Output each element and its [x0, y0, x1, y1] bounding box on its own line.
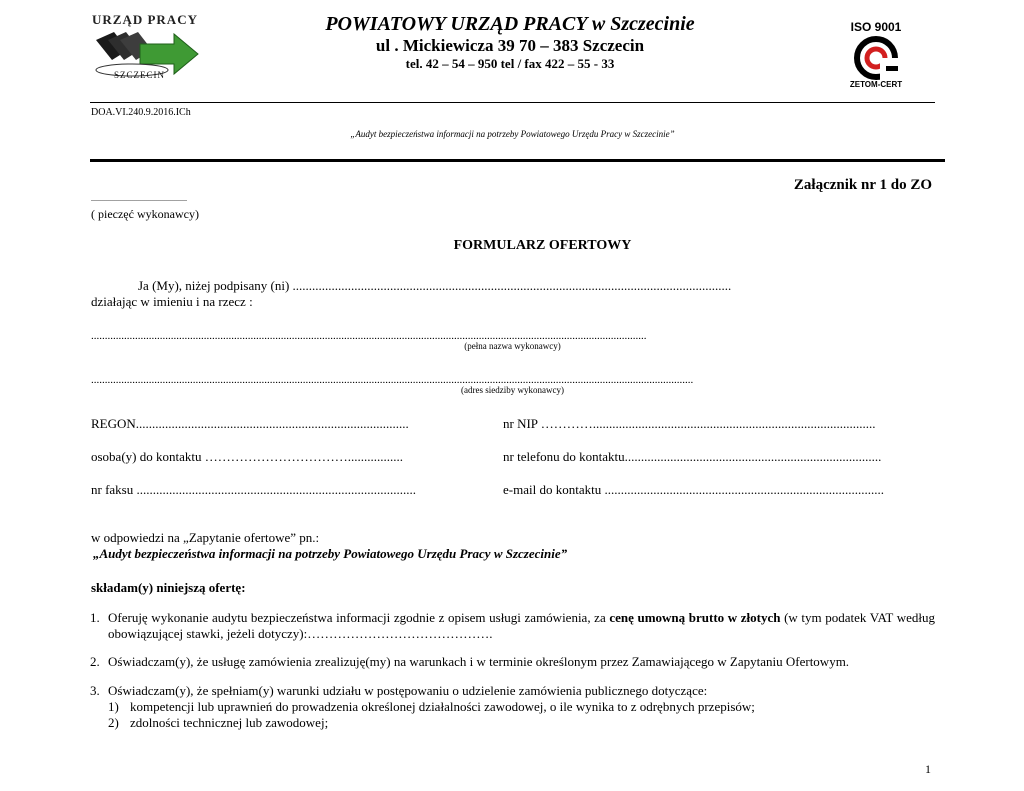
item-text-part: (w tym podatek VAT według obowiązującej stawki, jeżeli dotyczy):…………………………………….	[108, 610, 935, 641]
nip-field: nr NIP ………….......................................................................................	[503, 416, 876, 431]
signer-line: Ja (My), niżej podpisany (ni) .......................................................................................................................................	[138, 278, 732, 293]
contractor-name-dots: ..........................................................................................................................................................................................................	[91, 330, 647, 342]
contractor-address-caption: (adres siedziby wykonawcy)	[461, 385, 564, 395]
contact-person-field: osoba(y) do kontaktu …………………………….................	[91, 449, 403, 464]
sub-list	[108, 699, 935, 731]
response-intro: w odpowiedzi na „Zapytanie ofertowe” pn.:	[91, 530, 320, 545]
form-title: FORMULARZ OFERTOWY	[453, 238, 632, 253]
office-title: POWIATOWY URZĄD PRACY w Szczecinie	[325, 13, 695, 35]
sub-item-number: 1)	[108, 699, 119, 714]
item-text: Oświadczam(y), że usługę zamówienia zrealizuję(my) na warunkach i w terminie określonym przez Zamawiającego w Zapytaniu Ofertowym.	[108, 654, 850, 669]
stamp-dots: ................................................	[91, 194, 187, 203]
office-phone: tel. 42 – 54 – 950 tel / fax 422 – 55 - 33	[405, 56, 615, 71]
contractor-name-caption: (pełna nazwa wykonawcy)	[464, 341, 561, 351]
office-logo	[88, 10, 208, 84]
subject-line: „Audyt bezpieczeństwa informacji na potrzeby Powiatowego Urzędu Pracy w Szczecinie”	[350, 129, 675, 139]
item-number: 3.	[90, 683, 100, 698]
acting-on-behalf-line: działając w imieniu i na rzecz :	[91, 294, 253, 309]
contractor-address-dots: ...........................................................................................................................................................................................................................	[91, 374, 694, 386]
attachment-label: Załącznik nr 1 do ZO	[793, 177, 932, 193]
item-number: 2.	[90, 654, 100, 669]
stamp-label: ( pieczęć wykonawcy)	[91, 207, 199, 221]
phone-field: nr telefonu do kontaktu...............................................................................	[503, 449, 882, 464]
sub-item-text: kompetencji lub uprawnień do prowadzenia określonej działalności zawodowej, o ile wynika to z odrębnych przepisów;	[130, 699, 755, 714]
submit-offer-line: składam(y) niniejszą ofertę:	[91, 580, 246, 595]
reference-number: DOA.VI.240.9.2016.ICh	[91, 107, 191, 118]
header-divider	[90, 102, 935, 103]
iso-cert-label: ZETOM-CERT	[849, 80, 903, 89]
page-number: 1	[925, 762, 931, 776]
sub-item	[108, 715, 935, 731]
logo-bottom-text: SZCZECIN	[114, 70, 166, 80]
item-text	[108, 610, 935, 642]
list-item	[90, 654, 935, 670]
logo-top-text: URZĄD PRACY	[92, 12, 198, 27]
sub-item-number: 2)	[108, 715, 119, 730]
item-text-part: Oferuję wykonanie audytu bezpieczeństwa informacji zgodnie z opisem usługi zamówienia, za	[108, 610, 610, 625]
price-phrase: cenę umowną brutto w złotych	[609, 610, 781, 625]
iso-logo	[836, 20, 916, 94]
fax-field: nr faksu ......................................................................................	[91, 482, 416, 497]
header-thick-divider	[90, 159, 945, 162]
list-item	[90, 610, 935, 642]
iso-cert-icon	[850, 36, 902, 80]
response-title: „Audyt bezpieczeństwa informacji na potrzeby Powiatowego Urzędu Pracy w Szczecinie”	[93, 546, 568, 561]
sub-item	[108, 699, 935, 715]
list-item	[90, 683, 935, 731]
office-address: ul . Mickiewicza 39 70 – 383 Szczecin	[375, 36, 645, 55]
sub-item-text: zdolności technicznej lub zawodowej;	[130, 715, 329, 730]
regon-field: REGON....................................................................................	[91, 416, 409, 431]
item-number: 1.	[90, 610, 100, 625]
item-text: Oświadczam(y), że spełniam(y) warunki udziału w postępowaniu o udzielenie zamówienia publicznego dotyczące:	[108, 683, 708, 698]
email-field: e-mail do kontaktu ......................................................................................	[503, 482, 884, 497]
iso-label: ISO 9001	[850, 20, 902, 34]
